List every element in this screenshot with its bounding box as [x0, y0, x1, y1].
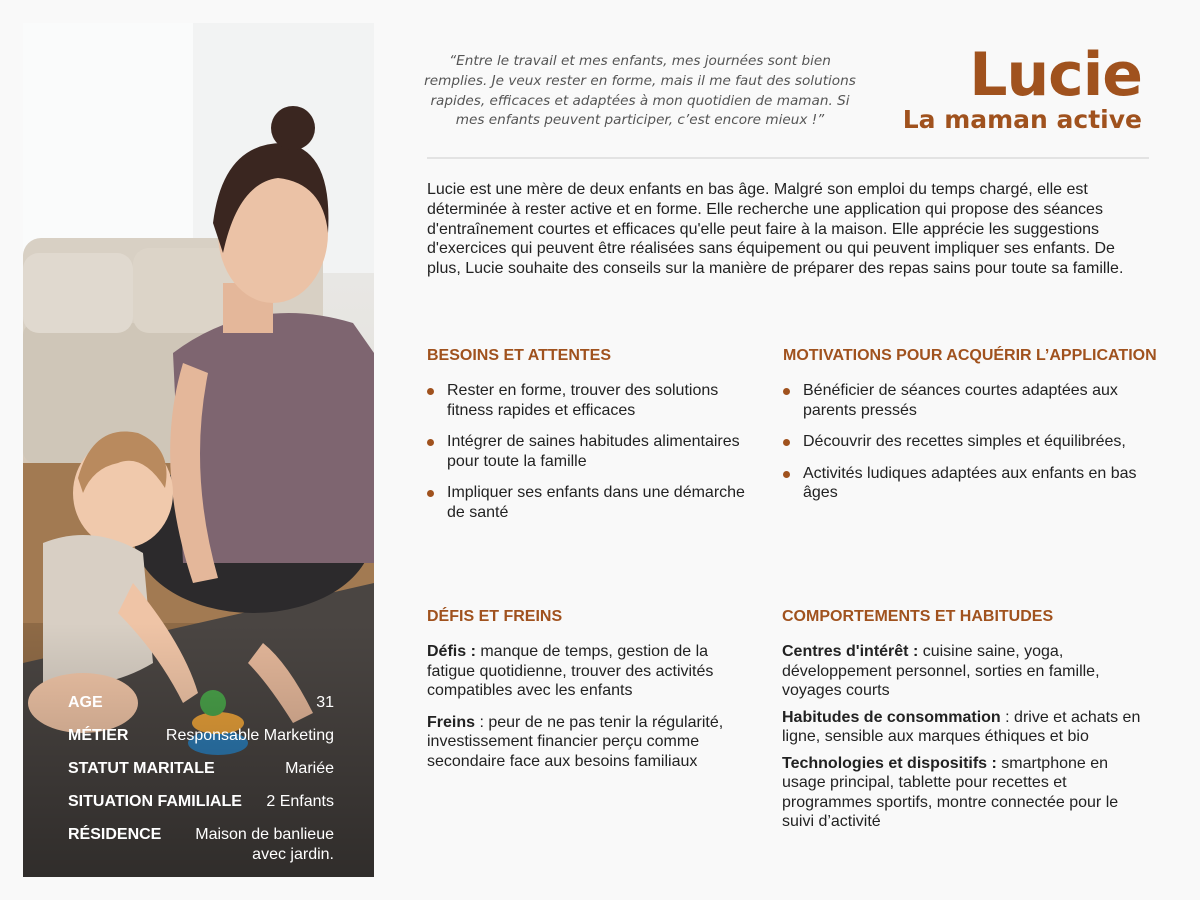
- list-item: [783, 381, 1153, 420]
- section-besoins: [427, 346, 747, 534]
- section-defis: [427, 607, 747, 783]
- paragraph-text: smartphone en usage principal, tablette pour recettes et programmes sportifs, montre connectée pour le suivi d’activité: [782, 754, 1119, 830]
- paragraph-label: Freins: [427, 713, 476, 731]
- fact-residence: [68, 825, 334, 863]
- bullet-dot-icon: [783, 439, 790, 446]
- fact-metier: [68, 726, 334, 746]
- list-item-text: Impliquer ses enfants dans une démarche de santé: [447, 484, 745, 521]
- list-item: [427, 483, 747, 522]
- paragraph-technologies: [782, 754, 1152, 832]
- paragraph-label: Habitudes de consommation: [782, 708, 1001, 726]
- paragraph-label: Défis :: [427, 643, 476, 660]
- persona-intro: Lucie est une mère de deux enfants en bas âge. Malgré son emploi du temps chargé, elle est déterminée à rester active et en forme. Elle recherche une application qui propose des séances d'entraînement courtes et efficaces qu'elle peut faire à la maison. Elle apprécie les suggestions d'exercices qui peuvent être réalisées sans équipement ou qui peuvent impliquer ses enfants. De plus, Lucie souhaite des conseils sur la manière de préparer des repas sains pour toute sa famille.: [427, 181, 1124, 278]
- fact-situation: [68, 792, 334, 812]
- fact-statut: [68, 759, 334, 779]
- fact-value: Maison de banlieue avec jardin.: [195, 826, 334, 863]
- fact-value: 2 Enfants: [266, 793, 334, 810]
- fact-value: 31: [316, 694, 334, 711]
- paragraph-freins: [427, 713, 747, 772]
- section-title: BESOINS ET ATTENTES: [427, 347, 612, 364]
- paragraph-interets: [782, 642, 1152, 701]
- section-title: MOTIVATIONS POUR ACQUÉRIR L’APPLICATION: [783, 347, 1157, 364]
- list-item-text: Découvrir des recettes simples et équilibrées,: [803, 433, 1126, 450]
- fact-label: RÉSIDENCE: [68, 826, 162, 843]
- persona-quote: “Entre le travail et mes enfants, mes journées sont bien remplies. Je veux rester en forme, mais il me faut des solutions rapides, efficaces et adaptées à mon quotidien de maman. Si mes enfants peuvent participer, c’est encore mieux !”: [424, 53, 856, 129]
- paragraph-text: : drive et achats en ligne, sensible aux marques éthiques et bio: [782, 708, 1141, 745]
- paragraph-consommation: [782, 708, 1152, 747]
- paragraph-text: cuisine saine, yoga, développement personnel, sorties en famille, voyages courts: [782, 643, 1100, 699]
- fact-label: STATUT MARITALE: [68, 760, 215, 777]
- fact-value: Mariée: [285, 760, 334, 777]
- list-item-text: Bénéficier de séances courtes adaptées aux parents pressés: [803, 382, 1118, 419]
- list-item-text: Activités ludiques adaptées aux enfants en bas âges: [803, 464, 1137, 501]
- list-item-text: Rester en forme, trouver des solutions fitness rapides et efficaces: [447, 382, 719, 419]
- fact-label: SITUATION FAMILIALE: [68, 793, 242, 810]
- fact-label: MÉTIER: [68, 727, 129, 744]
- list-item: [427, 381, 747, 420]
- paragraph-text: : peur de ne pas tenir la régularité, investissement financier perçu comme secondaire face aux besoins familiaux: [427, 713, 724, 770]
- persona-name: Lucie: [969, 40, 1142, 110]
- list-item-text: Intégrer de saines habitudes alimentaires pour toute la famille: [447, 433, 740, 470]
- bullet-dot-icon: [427, 439, 434, 446]
- fact-value: Responsable Marketing: [165, 727, 334, 744]
- bullet-dot-icon: [427, 490, 434, 497]
- bullet-dot-icon: [427, 388, 434, 395]
- persona-facts: [68, 693, 334, 863]
- list-item: [783, 432, 1153, 452]
- fact-label: AGE: [68, 694, 103, 711]
- section-title: DÉFIS ET FREINS: [427, 608, 563, 625]
- list-item: [783, 464, 1153, 503]
- bullet-list: [783, 381, 1153, 503]
- bullet-dot-icon: [783, 388, 790, 395]
- bullet-dot-icon: [783, 471, 790, 478]
- bullet-list: [427, 381, 747, 522]
- persona-subtitle: La maman active: [902, 105, 1142, 134]
- section-title: COMPORTEMENTS ET HABITUDES: [782, 608, 1054, 625]
- paragraph-text: manque de temps, gestion de la fatigue quotidienne, trouver des activités compatibles avec les enfants: [427, 643, 714, 699]
- header-divider: [427, 157, 1149, 159]
- persona-photo: [23, 23, 374, 877]
- list-item: [427, 432, 747, 471]
- paragraph-label: Centres d'intérêt :: [782, 643, 919, 660]
- fact-age: [68, 693, 334, 713]
- paragraph-defis: [427, 642, 747, 701]
- section-motivations: [783, 346, 1157, 515]
- paragraph-label: Technologies et dispositifs :: [782, 754, 997, 772]
- section-comportements: [782, 607, 1152, 839]
